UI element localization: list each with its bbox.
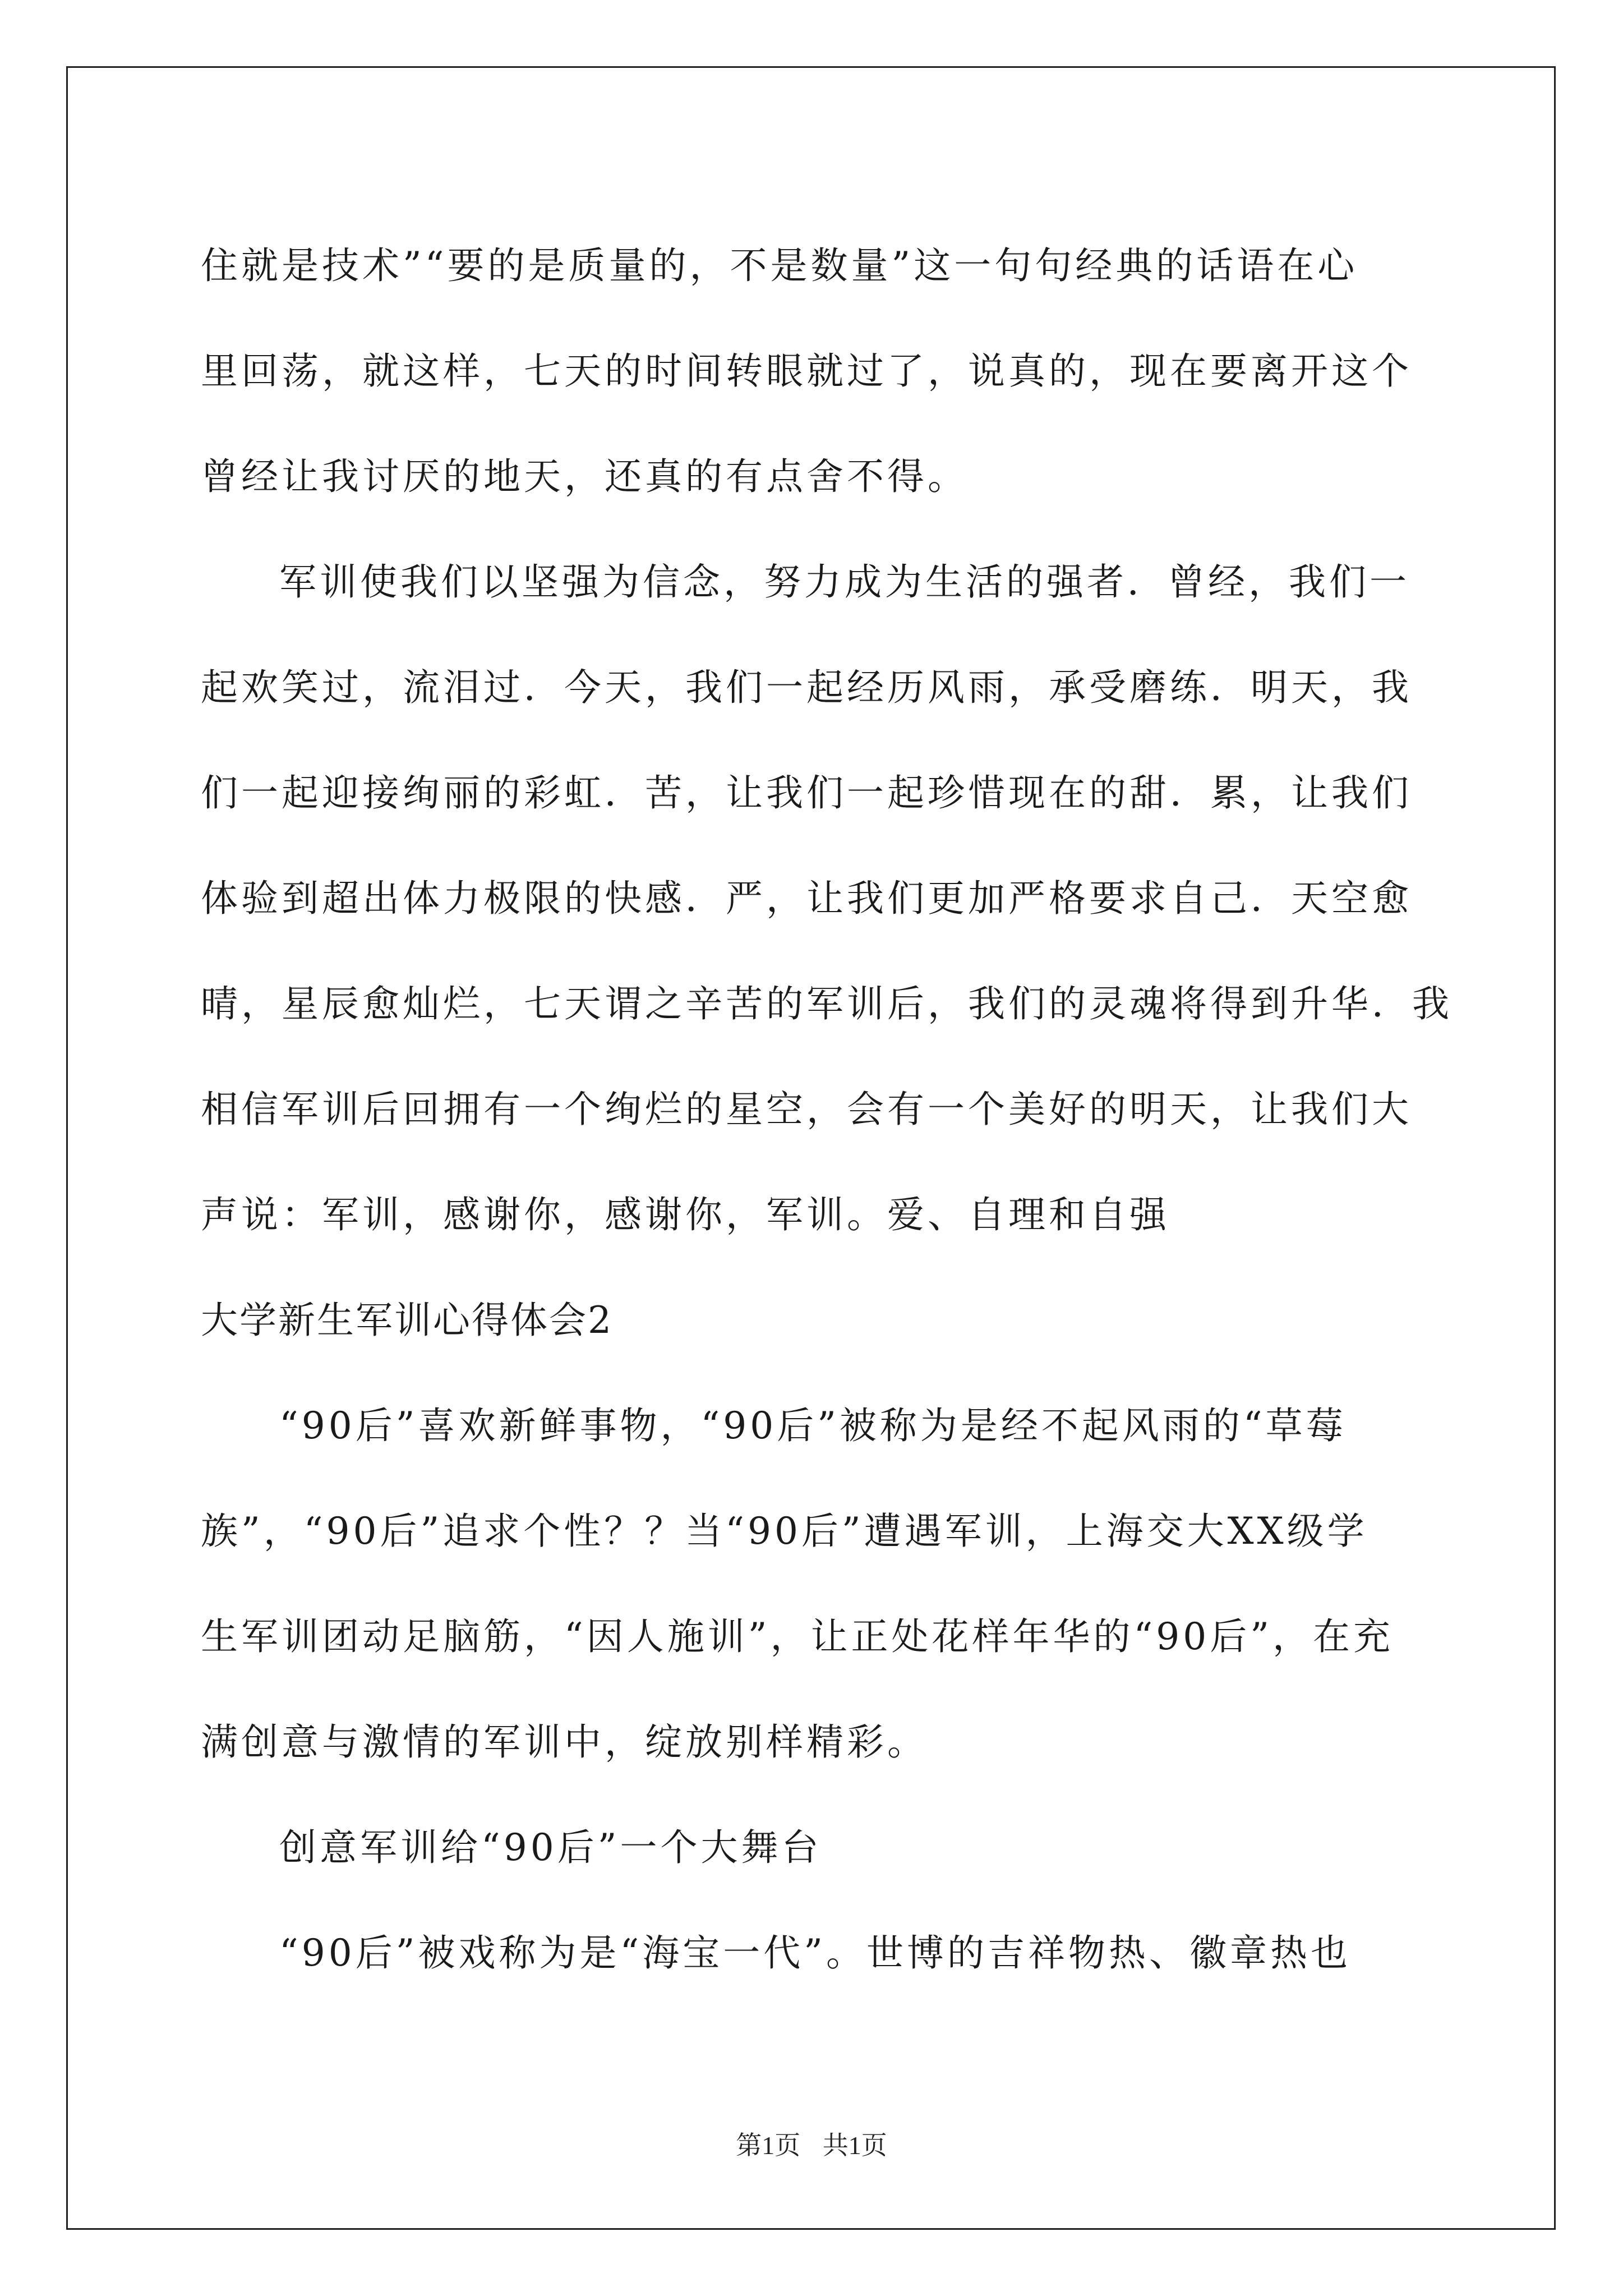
text-line: 晴，星辰愈灿烂，七天谓之辛苦的军训后，我们的灵魂将得到升华．我 [201,982,1453,1025]
paragraph-start-line: 军训使我们以坚强为信念，努力成为生活的强者．曾经，我们一 [279,560,1410,604]
page-footer [0,2125,1623,2162]
text-line: 相信军训后回拥有一个绚烂的星空，会有一个美好的明天，让我们大 [201,1088,1412,1131]
text-line: 们一起迎接绚丽的彩虹．苦，让我们一起珍惜现在的甜．累，让我们 [201,771,1412,815]
text-line: 里回荡，就这样，七天的时间转眼就过了，说真的，现在要离开这个 [201,349,1412,393]
paragraph-start-line: “90后”喜欢新鲜事物，“90后”被称为是经不起风雨的“草莓 [279,1404,1347,1447]
text-line: 族”，“90后”追求个性？？当“90后”遭遇军训，上海交大XX级学 [201,1510,1368,1553]
text-line: 曾经让我讨厌的地天，还真的有点舍不得。 [201,455,968,498]
document-body [201,213,1453,2006]
page-total: 共1页 [822,2131,887,2160]
paragraph-start-line: “90后”被戏称为是“海宝一代”。世博的吉祥物热、徽章热也 [279,1931,1351,1975]
page-number: 第1页 [736,2131,801,2160]
subheading-line: 创意军训给“90后”一个大舞台 [279,1826,822,1869]
text-line: 声说：军训，感谢你，感谢你，军训。爱、自理和自强 [201,1193,1170,1236]
text-line: 起欢笑过，流泪过．今天，我们一起经历风雨，承受磨练．明天，我 [201,666,1412,709]
text-line: 体验到超出体力极限的快感．严，让我们更加严格要求自己．天空愈 [201,877,1412,920]
text-line: 满创意与激情的军训中，绽放别样精彩。 [201,1720,928,1764]
text-line: 住就是技术”“要的是质量的，不是数量”这一句句经典的话语在心 [201,244,1358,287]
text-line: 生军训团动足脑筋，“因人施训”，让正处花样年华的“90后”，在充 [201,1615,1394,1658]
section-heading: 大学新生军训心得体会2 [201,1299,613,1342]
